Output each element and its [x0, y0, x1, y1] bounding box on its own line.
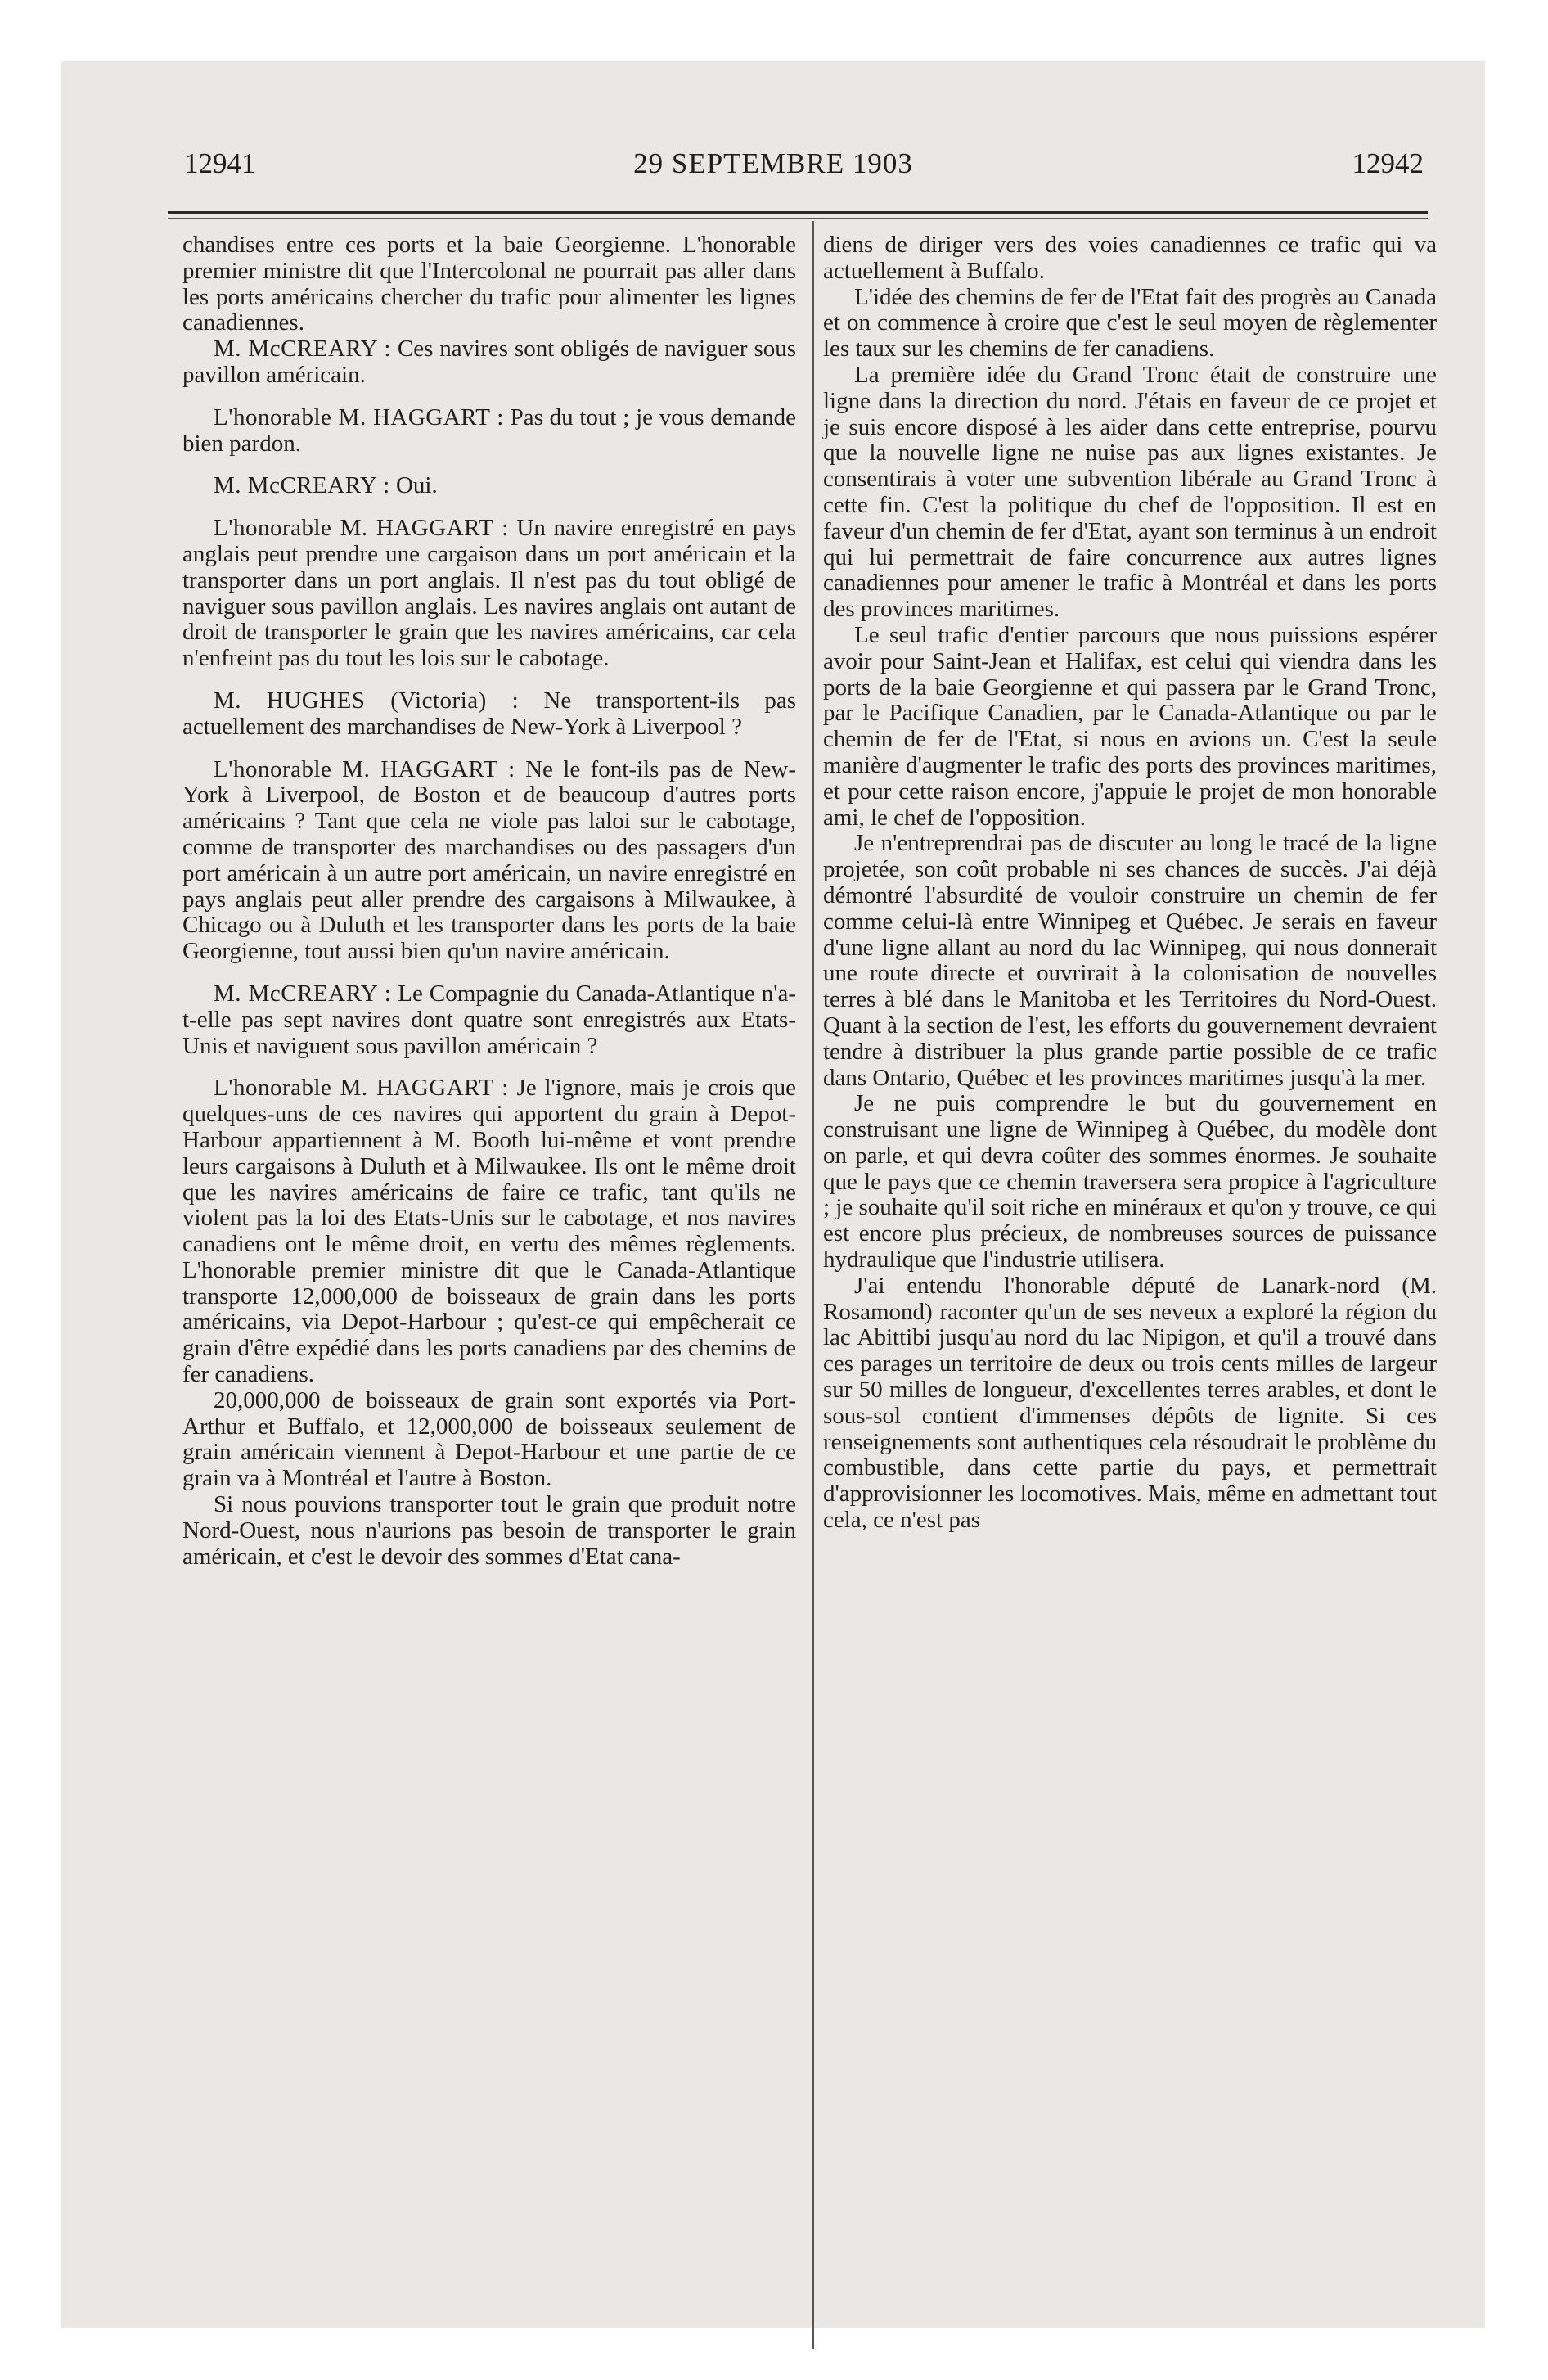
paragraph: Le seul trafic d'entier parcours que nous puissions espérer avoir pour Saint-Jean et Halifax, est celui qui viendra dans les ports de la baie Georgienne et qui passera par le Grand Tronc, par le Pacifique Canadien, par le Canada-Atlantique ou par le chemin de fer de l'Etat, si nous en avions un. C'est la seule manière d'augmenter le trafic des ports des provinces maritimes, et pour cette raison encore, j'appuie le projet de mon honorable ami, le chef de l'opposition. — [823, 621, 1437, 831]
paragraph-text: Si nous pouvions transporter tout le grain que produit notre Nord-Ouest, nous n'aurions pas besoin de transporter le grain américain, et c'est le devoir des sommes d'Etat cana- — [182, 1491, 796, 1570]
paragraph: L'idée des chemins de fer de l'Etat fait des progrès au Canada et on commence à croire que c'est le seul moyen de règlementer les taux sur les chemins de fer canadiens. — [823, 283, 1437, 363]
paragraph-text: Un navire enregistré en pays anglais peut prendre une cargaison dans un port américain et la transporter dans un port anglais. Il n'est pas du tout obligé de naviguer sous pavillon anglais. Les navires anglais ont autant de droit de transporter le grain que les navires américains, car cela n'enfreint pas du tout les lois sur le cabotage. — [182, 515, 797, 672]
paragraph-text: Le Compagnie du Canada-Atlantique n'a-t-elle pas sept navires dont quatre sont enregistrés aux Etats-Unis et naviguent sous pavillon américain ? — [182, 980, 796, 1059]
page-number-right: 12942 — [1352, 147, 1424, 179]
paragraph — [182, 405, 796, 458]
header-rule-thick — [168, 211, 1428, 214]
page-number-left: 12941 — [184, 147, 256, 179]
paragraph-text: 20,000,000 de boisseaux de grain sont exportés via Port-Arthur et Buffalo, et 12,000,000 de boisseaux seulement de grain américain viennent à Depot-Harbour et une partie de ce grain va à Montréal et l'autre à Boston. — [182, 1386, 796, 1492]
paragraph — [182, 516, 796, 672]
paragraph-text: chandises entre ces ports et la baie Georgienne. L'honorable premier ministre dit que l'Intercolonal ne pourrait pas aller dans les ports américains chercher du trafic pour alimenter les lignes canadiennes. — [182, 232, 796, 336]
paragraph — [182, 757, 796, 965]
paragraph — [182, 1492, 796, 1570]
paragraph: Je ne puis comprendre le but du gouvernement en construisant une ligne de Winnipeg à Québec, du modèle dont on parle, et qui devra coûter des sommes énormes. Je souhaite que le pays que ce chemin traversera sera propice à l'agriculture ; je souhaite qu'il soit riche en minéraux et qu'on y trouve, ce qui est encore plus précieux, de nombreuses sources de puissance hydraulique que l'industrie utilisera. — [823, 1090, 1437, 1273]
paragraph-text: Ces navires sont obligés de naviguer sous pavillon américain. — [182, 336, 797, 388]
paragraph-text: Je l'ignore, mais je crois que quelques-uns de ces navires qui apportent du grain à Depot-Harbour appartiennent à M. Booth lui-même et vont prendre leurs cargaisons à Duluth et à Milwaukee. Ils ont le même droit que les navires américains de faire ce trafic, tant qu'ils ne violent pas la loi des Etats-Unis sur le cabotage, et nos navires canadiens ont le même droit, en vertu des mêmes règlements. L'honorable premier ministre dit que le Canada-Atlantique transporte 12,000,000 de boisseaux de grain dans les ports américains, via Depot-Harbour ; qu'est-ce qui empêcherait ce grain d'être expédié dans les ports canadiens par des chemins de fer canadiens. — [182, 1075, 797, 1388]
speaker: M. HUGHES (Victoria) : — [214, 687, 520, 714]
speaker: M. McCREARY : — [214, 472, 390, 499]
paragraph — [182, 981, 796, 1059]
speaker: L'honorable M. HAGGART : — [214, 515, 509, 542]
paragraph-text: Oui. — [395, 472, 438, 499]
speaker: L'honorable M. HAGGART : — [214, 403, 504, 430]
header-rule-thin — [168, 218, 1428, 219]
paragraph: J'ai entendu l'honorable député de Lanark-nord (M. Rosamond) raconter qu'un de ses neveux a exploré la région du lac Abittibi jusqu'au nord du lac Nipigon, et qu'il a trouvé dans ces parages un territoire de deux ou trois cents milles de largeur sur 50 milles de longueur, d'excellentes terres arables, et dont le sous-sol contient d'immenses dépôts de lignite. Si ces renseignements sont authentiques cela résoudrait le problème du combustible, dans cette partie du pays, et permettrait d'approvisionner les locomotives. Mais, même en admettant tout cela, ce n'est pas — [823, 1272, 1437, 1534]
paragraph: La première idée du Grand Tronc était de construire une ligne dans la direction du nord. J'étais en faveur de ce projet et je suis encore disposé à les aider dans cette entreprise, pourvu que la nouvelle ligne ne nuise pas aux lignes existantes. Je consentirais à voter une subvention libérale au Grand Tronc à cette fin. C'est la politique du chef de l'opposition. Il est en faveur d'un chemin de fer d'Etat, ayant son terminus à un endroit qui lui permettrait de faire concurrence aux autres lignes canadiennes pour amener le trafic à Montréal et dans les ports des provinces maritimes. — [823, 361, 1437, 623]
speaker: L'honorable M. HAGGART : — [214, 755, 515, 782]
speaker: L'honorable M. HAGGART : — [214, 1075, 509, 1102]
paragraph-text: Pas du tout ; je vous demande bien pardon. — [182, 403, 796, 457]
paragraph — [182, 1075, 796, 1388]
left-column — [182, 232, 796, 1570]
speaker: M. McCREARY : — [214, 980, 392, 1007]
page-header — [123, 147, 1424, 188]
page-date: 29 SEPTEMBRE 1903 — [633, 147, 913, 179]
paragraph — [182, 1388, 796, 1492]
right-column — [823, 232, 1437, 1534]
column-divider — [812, 221, 814, 2349]
paragraph: diens de diriger vers des voies canadiennes ce trafic qui va actuellement à Buffalo. — [823, 232, 1437, 284]
paragraph-text: Ne le font-ils pas de New-York à Liverpool, de Boston et de beaucoup d'autres ports américains ? Tant que cela ne viole pas laloi sur le cabotage, comme de transporter des marchandises ou des passagers d'un port américain à un autre port américain, un navire enregistré en pays anglais peut aller prendre des cargaisons à Milwaukee, à Chicago ou à Duluth et les transporter dans les ports de la baie Georgienne, tout aussi bien qu'un navire américain. — [182, 755, 797, 965]
paragraph — [182, 473, 796, 499]
paragraph — [182, 688, 796, 741]
speaker: M. McCREARY : — [214, 336, 391, 363]
paragraph-text: Ne transportent-ils pas actuellement des marchandises de New-York à Liverpool ? — [182, 687, 797, 740]
paragraph — [182, 232, 796, 336]
paragraph — [182, 336, 796, 389]
paragraph: Je n'entreprendrai pas de discuter au long le tracé de la ligne projetée, son coût probable ni ses chances de succès. J'ai déjà démontré l'absurdité de vouloir construire un chemin de fer comme celui-là entre Winnipeg et Québec. Je serais en faveur d'une ligne allant au nord du lac Winnipeg, qui nous donnerait une route directe et ouvrirait à la colonisation de nouvelles terres à blé dans le Manitoba et les Territoires du Nord-Ouest. Quant à la section de l'est, les efforts du gouvernement devraient tendre à distribuer la plus grande partie possible de ce trafic dans Ontario, Québec et les provinces maritimes jusqu'à la mer. — [823, 830, 1437, 1091]
